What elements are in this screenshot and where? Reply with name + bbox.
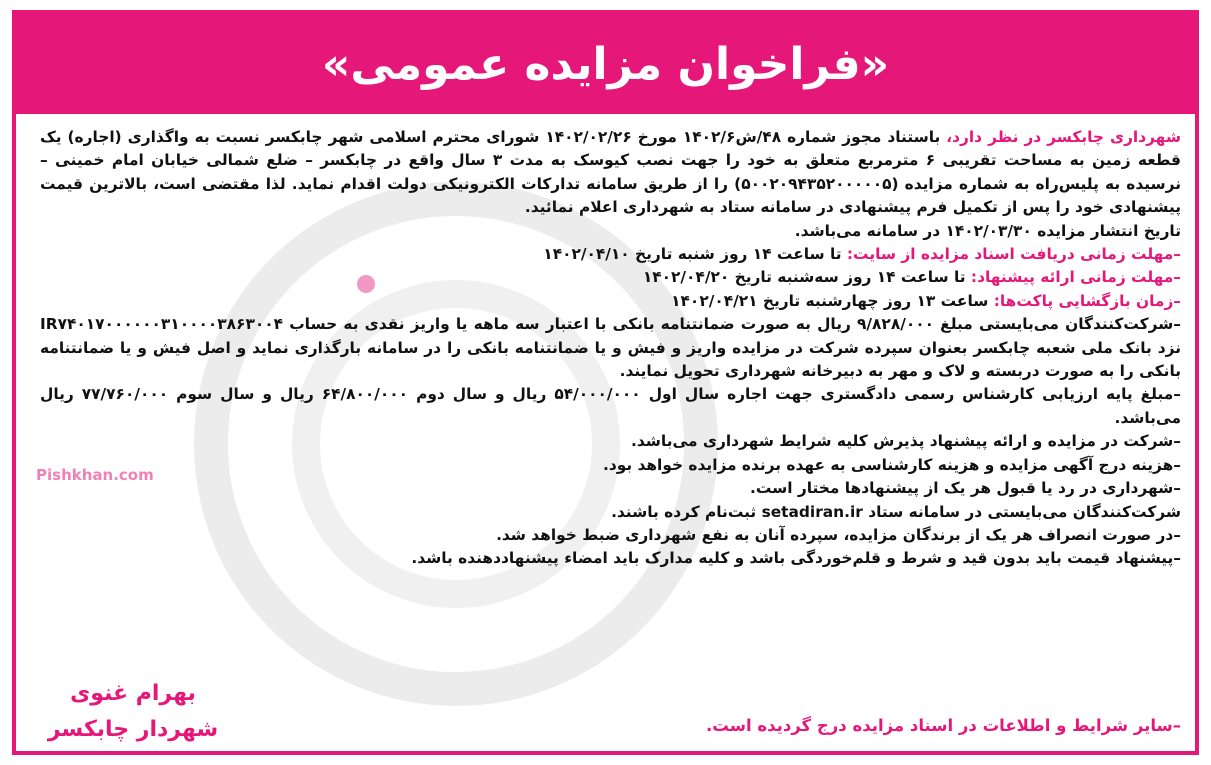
term-discretion: –شهرداری در رد یا قبول هر یک از پیشنهادها مختار است.: [749, 479, 1181, 498]
deadline-label: –زمان بازگشایی پاکت‌ها:: [993, 291, 1181, 310]
announcement-body: [40, 126, 1181, 571]
term-withdrawal: –در صورت انصراف هر یک از برندگان مزایده، سپرده آنان به نفع شهرداری ضبط خواهد شد.: [496, 525, 1181, 544]
page-title: «فراخوان مزایده عمومی»: [321, 38, 890, 90]
term-offer-format: –پیشنهاد قیمت باید بدون قید و شرط و قلم‌خوردگی باشد و کلیه مدارک باید امضاء پیشنهاددهنده باشد.: [411, 549, 1181, 568]
term-deposit: –شرکت‌کنندگان می‌بایستی مبلغ ۹/۸۲۸/۰۰۰ ریال به صورت ضمانتنامه بانکی با اعتبار سه ماهه یا واریز نقدی به حساب IR۷۴۰۱۷۰۰۰۰۰۰۳۱۰۰۰۰۳۸۶۳۰۰۴ نزد بانک ملی شعبه چابکسر بعنوان سپرده شرکت در مزایده واریز و فیش و یا ضمانتنامه بانکی را در سامانه بارگذاری نماید و اصل فیش و یا ضمانتنامه بانکی را به صورت دربسته و لاک و مهر به دبیرخانه شهرداری تحویل نمایند.: [40, 315, 1181, 381]
publish-date: تاریخ انتشار مزایده ۱۴۰۲/۰۳/۳۰ در سامانه می‌باشد.: [794, 221, 1181, 240]
announcement-frame: [12, 10, 1199, 755]
term-base-price: –مبلغ پایه ارزیابی کارشناس رسمی دادگستری جهت اجاره سال اول ۵۴/۰۰۰/۰۰۰ ریال و سال دوم ۶۴/۸۰۰/۰۰۰ ریال و سال سوم ۷۷/۷۶۰/۰۰۰ ریال می‌باشد.: [40, 385, 1181, 427]
signatory-name: بهرام غنوی: [70, 681, 196, 706]
deadline-label: –مهلت زمانی ارائه پیشنهاد:: [970, 268, 1181, 287]
header-banner: [16, 14, 1195, 114]
intro-text: باستناد مجوز شماره ۴۸/ش۱۴۰۲/۶ مورخ ۱۴۰۲/۰۲/۲۶ شورای محترم اسلامی شهر چابکسر نسبت به واگذاری (اجاره) یک قطعه زمین به مساحت تقریبی ۶ مترمربع متعلق به خود را جهت نصب کیوسک به مدت ۳ سال واقع در چابکسر – ضلع شمالی خیابان امام خمینی – نرسیده به پلیس‌راه به شماره مزایده (۵۰۰۲۰۹۴۳۵۲۰۰۰۰۰۵) را از طریق سامانه تدارکات الکترونیکی دولت اقدام نماید. لذا مقتضی است، بالاترین قیمت پیشنهادی خود را پس از تکمیل فرم پیشنهادی در سامانه ستاد به شهرداری اعلام نمائید.: [40, 128, 1181, 217]
deadline-value: ساعت ۱۳ روز چهارشنبه تاریخ ۱۴۰۲/۰۴/۲۱: [671, 291, 994, 310]
intro-paragraph: [40, 126, 1181, 220]
intro-lead: شهرداری چابکسر در نظر دارد،: [946, 128, 1181, 146]
term-registration: شرکت‌کنندگان می‌بایستی در سامانه ستاد setadiran.ir ثبت‌نام کرده باشند.: [611, 502, 1181, 521]
deadline-receive-docs: [40, 243, 1181, 266]
deadline-value: تا ساعت ۱۴ روز سه‌شنبه تاریخ ۱۴۰۲/۰۴/۲۰: [642, 268, 971, 287]
deadline-value: تا ساعت ۱۴ روز شنبه تاریخ ۱۴۰۲/۰۴/۱۰: [543, 245, 847, 264]
watermark-brand: Pishkhan.com: [36, 466, 154, 484]
signatory-title: شهردار چابکسر: [47, 717, 219, 742]
deadline-label: –مهلت زمانی دریافت اسناد مزایده از سایت:: [846, 245, 1181, 264]
term-acceptance: –شرکت در مزایده و ارائه پیشنهاد پذیرش کلیه شرایط شهرداری می‌باشد.: [631, 432, 1181, 451]
signature-block: [38, 676, 228, 748]
deadline-submit-offer: [40, 266, 1181, 289]
term-costs: –هزینه درج آگهی مزایده و هزینه کارشناسی به عهده برنده مزایده خواهد بود.: [602, 455, 1181, 474]
closing-note: –سایر شرایط و اطلاعات در اسناد مزایده درج گردیده است.: [706, 716, 1181, 735]
deadline-open-envelopes: [40, 290, 1181, 313]
